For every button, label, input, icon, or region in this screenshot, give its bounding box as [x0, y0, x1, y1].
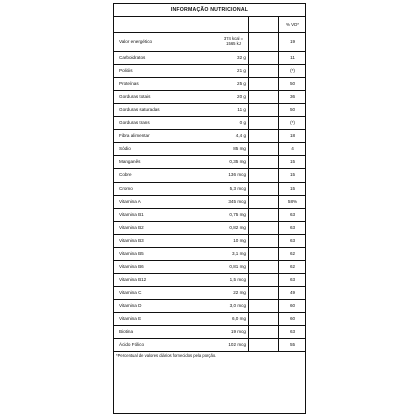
nutrient-name: Gorduras totais [119, 94, 151, 100]
nutrient-name: Vitamina E [119, 316, 142, 322]
nutrient-vd: (*) [290, 68, 295, 74]
nutrient-name: Vitamina B1 [119, 211, 144, 217]
nutrient-vd: 63 [289, 329, 296, 335]
row-divider [114, 286, 305, 287]
nutrient-name: Biotina [119, 329, 134, 335]
nutrient-vd: 49 [289, 289, 296, 295]
nutrient-vd: 15 [289, 185, 296, 191]
nutrient-name: Manganês [119, 159, 141, 165]
nutrient-vd: (*) [290, 120, 295, 126]
energy-amount-line2: 1565 kJ [226, 40, 241, 46]
nutrient-amount: 20 g [237, 94, 246, 100]
nutrient-amount: 345 mcg [228, 198, 246, 204]
nutrition-facts-table [113, 3, 306, 414]
nutrient-name: Vitamina A [119, 198, 141, 204]
nutrient-name: Vitamina C [119, 289, 142, 295]
nutrient-name: Vitamina D [119, 302, 142, 308]
nutrient-amount: 6,0 mg [231, 316, 246, 322]
nutrient-vd: 63 [289, 211, 296, 217]
nutrient-name: Gorduras saturadas [119, 107, 160, 113]
row-divider [114, 312, 305, 313]
nutrient-amount: 4,4 g [235, 133, 246, 139]
nutrient-vd: 60 [289, 316, 296, 322]
row-divider [114, 168, 305, 169]
nutrient-amount: 11 g [237, 107, 246, 113]
nutrient-amount: 102 mcg [228, 342, 246, 348]
footnote: *Percentual de valores diários fornecidos pela porção. [116, 353, 217, 359]
row-divider [114, 325, 305, 326]
nutrient-name: Ácido Fólico [119, 342, 145, 348]
nutrient-vd: 4 [291, 146, 294, 152]
column-divider [278, 16, 279, 351]
nutrient-vd: 36 [289, 94, 296, 100]
nutrient-name: Carboidratos [119, 55, 146, 61]
nutrient-vd: 60 [289, 302, 296, 308]
nutrient-amount: 0,82 mg [229, 224, 246, 230]
energy-amount-line1: 374 kcal = [223, 36, 244, 42]
nutrient-vd: 50 [289, 81, 296, 87]
row-divider [114, 64, 305, 65]
nutrient-amount: 0 g [239, 120, 246, 126]
nutrient-vd: 62 [289, 250, 296, 256]
nutrient-vd: 58% [287, 198, 298, 204]
nutrient-amount: 3,1 mg [231, 250, 246, 256]
nutrient-amount: 0,35 mg [229, 159, 246, 165]
nutrient-name: Fibra alimentar [119, 133, 150, 139]
nutrient-vd: 63 [289, 237, 296, 243]
nutrient-name: Vitamina B5 [119, 250, 144, 256]
nutrient-amount: 3,0 mcg [229, 302, 246, 308]
nutrient-vd: 50 [289, 107, 296, 113]
nutrient-amount: 1,5 mcg [229, 276, 246, 282]
nutrient-name: Vitamina B6 [119, 263, 144, 269]
nutrient-amount: 0,81 mg [229, 263, 246, 269]
row-divider [114, 155, 305, 156]
nutrient-amount: 85 mg [233, 146, 246, 152]
nutrient-name: Cobre [119, 172, 132, 178]
nutrient-amount: 5,3 mcg [229, 185, 246, 191]
row-divider [114, 182, 305, 183]
nutrient-vd: 18 [289, 133, 296, 139]
nutrient-vd: 63 [289, 276, 296, 282]
nutrient-amount: 21 g [237, 68, 246, 74]
row-divider [114, 299, 305, 300]
nutrient-name: Proteínas [119, 81, 139, 87]
nutrient-vd: 62 [289, 263, 296, 269]
nutrient-name: Valor energético [119, 39, 153, 44]
nutrient-amount: 22 mg [233, 289, 246, 295]
row-divider [114, 195, 305, 196]
nutrient-name: Vitamina B3 [119, 237, 144, 243]
nutrient-name: Sódio [119, 146, 131, 152]
nutrient-amount: 0,75 mg [229, 211, 246, 217]
nutrient-amount: 10 mg [233, 237, 246, 243]
row-divider [114, 351, 305, 352]
nutrient-name: Cromo [119, 185, 133, 191]
table-title: INFORMAÇÃO NUTRICIONAL [170, 7, 249, 13]
nutrient-vd: 63 [289, 224, 296, 230]
row-divider [114, 77, 305, 78]
nutrient-amount [220, 32, 247, 51]
nutrient-amount: 136 mcg [228, 172, 246, 178]
nutrient-vd: 15 [289, 172, 296, 178]
row-divider [114, 142, 305, 143]
nutrient-vd: 19 [289, 39, 296, 44]
nutrient-vd: 55 [289, 342, 296, 348]
column-divider [248, 16, 249, 351]
nutrient-amount: 32 g [237, 55, 246, 61]
vd-column-header: % VD* [286, 21, 299, 27]
nutrient-name: Vitamina B2 [119, 224, 144, 230]
nutrient-name: Vitamina B12 [119, 276, 147, 282]
row-divider [114, 16, 305, 17]
nutrient-name: Polióis [119, 68, 133, 74]
nutrient-vd: 11 [290, 55, 295, 61]
nutrient-amount: 19 mcg [230, 329, 246, 335]
nutrient-name: Gorduras trans [119, 120, 150, 126]
nutrient-vd: 15 [289, 159, 296, 165]
nutrient-amount: 25 g [237, 81, 246, 87]
